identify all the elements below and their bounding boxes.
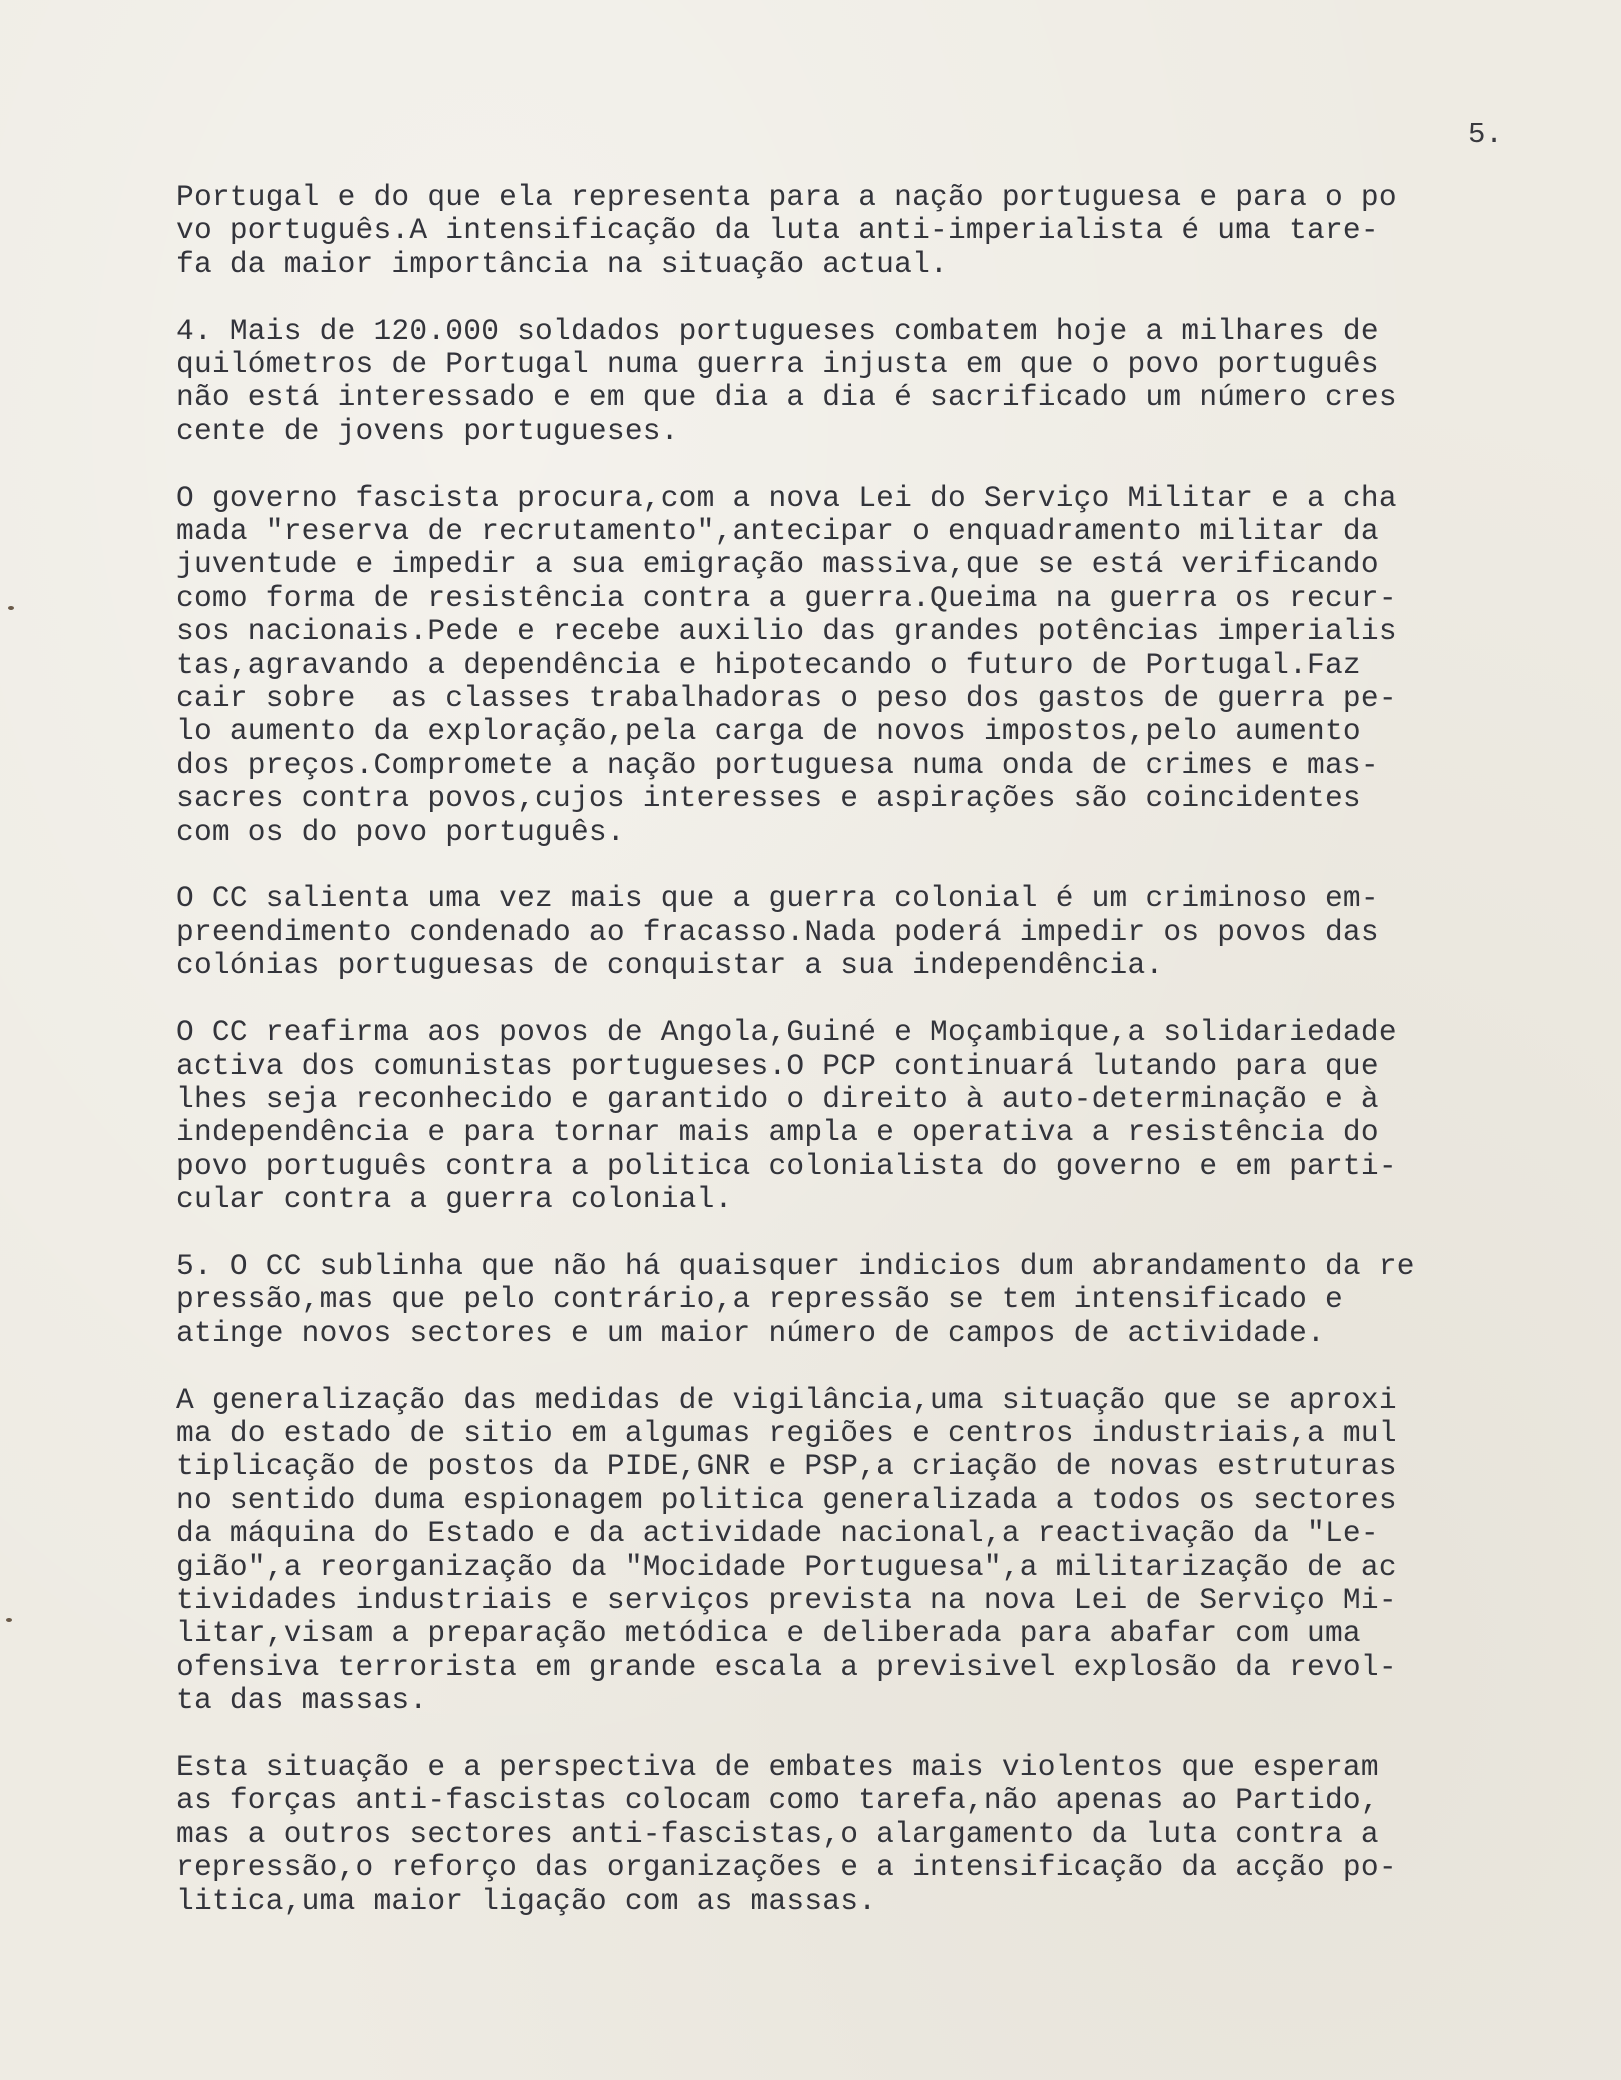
text-line: Portugal e do que ela representa para a nação portuguesa e para o po (176, 180, 1397, 214)
paragraph-vigilance-measures (176, 1384, 1516, 1718)
text-line: ta das massas. (176, 1683, 428, 1718)
text-line: gião",a reorganização da "Mocidade Portuguesa",a militarização de ac (176, 1549, 1397, 1584)
text-line: dos preços.Compromete a nação portuguesa numa onda de crimes e mas- (176, 747, 1379, 782)
text-line: no sentido duma espionagem politica generalizada a todos os sectores (176, 1482, 1397, 1517)
text-line: sacres contra povos,cujos interesses e aspirações são coincidentes (176, 781, 1361, 816)
text-line: preendimento condenado ao fracasso.Nada poderá impedir os povos das (176, 914, 1379, 949)
text-line: ma do estado de sitio em algumas regiões e centros industriais,a mul (176, 1415, 1397, 1450)
text-line: 4. Mais de 120.000 soldados portugueses combatem hoje a milhares de (176, 313, 1379, 348)
text-line: tiplicação de postos da PIDE,GNR e PSP,a criação de novas estruturas (176, 1449, 1397, 1484)
text-line: A generalização das medidas de vigilância,uma situação que se aproxi (176, 1382, 1397, 1417)
text-line: lo aumento da exploração,pela carga de novos impostos,pelo aumento (176, 714, 1361, 749)
text-line: cente de jovens portugueses. (176, 413, 679, 448)
text-line: ofensiva terrorista em grande escala a previsivel explosão da revol- (176, 1649, 1397, 1684)
text-line: cular contra a guerra colonial. (176, 1182, 733, 1217)
paragraph-section-4-soldiers (176, 315, 1516, 449)
paper-mark (8, 606, 14, 610)
text-line: tas,agravando a dependência e hipotecando o futuro de Portugal.Faz (176, 647, 1361, 682)
paragraph-solidarity (176, 1016, 1516, 1216)
paragraph-section-5-repression (176, 1250, 1516, 1350)
text-line: litar,visam a preparação metódica e deliberada para abafar com uma (176, 1616, 1361, 1651)
text-line: activa dos comunistas portugueses.O PCP continuará lutando para que (176, 1048, 1379, 1083)
text-line: as forças anti-fascistas colocam como tarefa,não apenas ao Partido, (176, 1783, 1379, 1818)
paragraph-fascist-government (176, 482, 1516, 849)
text-line: sos nacionais.Pede e recebe auxilio das grandes potências imperialis (176, 614, 1397, 649)
text-line: mada "reserva de recrutamento",antecipar o enquadramento militar da (176, 514, 1379, 549)
text-line: como forma de resistência contra a guerra.Queima na guerra os recur- (176, 580, 1397, 615)
text-line: fa da maior importância na situação actual. (176, 246, 948, 281)
text-line: Esta situação e a perspectiva de embates mais violentos que esperam (176, 1749, 1379, 1784)
paper-mark (6, 1618, 12, 1622)
text-line: quilómetros de Portugal numa guerra injusta em que o povo português (176, 347, 1379, 382)
page-number: 5. (1468, 118, 1503, 151)
text-line: juventude e impedir a sua emigração massiva,que se está verificando (176, 547, 1379, 582)
text-line: da máquina do Estado e da actividade nacional,a reactivação da "Le- (176, 1516, 1379, 1551)
text-line: 5. O CC sublinha que não há quaisquer indicios dum abrandamento da re (176, 1248, 1415, 1283)
document-body (176, 181, 1516, 1951)
text-line: pressão,mas que pelo contrário,a repressão se tem intensificado e (176, 1282, 1343, 1317)
text-line: atinge novos sectores e um maior número de campos de actividade. (176, 1315, 1325, 1350)
paragraph-colonial-war (176, 882, 1516, 982)
text-line: mas a outros sectores anti-fascistas,o alargamento da luta contra a (176, 1816, 1379, 1851)
paragraph-anti-imperialist-struggle (176, 181, 1516, 281)
text-line: lhes seja reconhecido e garantido o direito à auto-determinação e à (176, 1081, 1379, 1116)
text-line: colónias portuguesas de conquistar a sua independência. (176, 948, 1164, 983)
paragraph-anti-fascist-tasks (176, 1751, 1516, 1918)
text-line: com os do povo português. (176, 814, 625, 849)
text-line: O CC salienta uma vez mais que a guerra colonial é um criminoso em- (176, 881, 1379, 916)
text-line: independência e para tornar mais ampla e operativa a resistência do (176, 1115, 1379, 1150)
text-line: povo português contra a politica colonialista do governo e em parti- (176, 1148, 1397, 1183)
text-line: O CC reafirma aos povos de Angola,Guiné e Moçambique,a solidariedade (176, 1015, 1397, 1050)
text-line: litica,uma maior ligação com as massas. (176, 1883, 877, 1918)
text-line: O governo fascista procura,com a nova Lei do Serviço Militar e a cha (176, 480, 1397, 515)
text-line: tividades industriais e serviços prevista na nova Lei de Serviço Mi- (176, 1582, 1397, 1617)
text-line: não está interessado e em que dia a dia é sacrificado um número cres (176, 380, 1397, 415)
text-line: cair sobre as classes trabalhadoras o peso dos gastos de guerra pe- (176, 681, 1397, 716)
text-line: vo português.A intensificação da luta anti-imperialista é uma tare- (176, 213, 1379, 248)
text-line: repressão,o reforço das organizações e a intensificação da acção po- (176, 1850, 1397, 1885)
